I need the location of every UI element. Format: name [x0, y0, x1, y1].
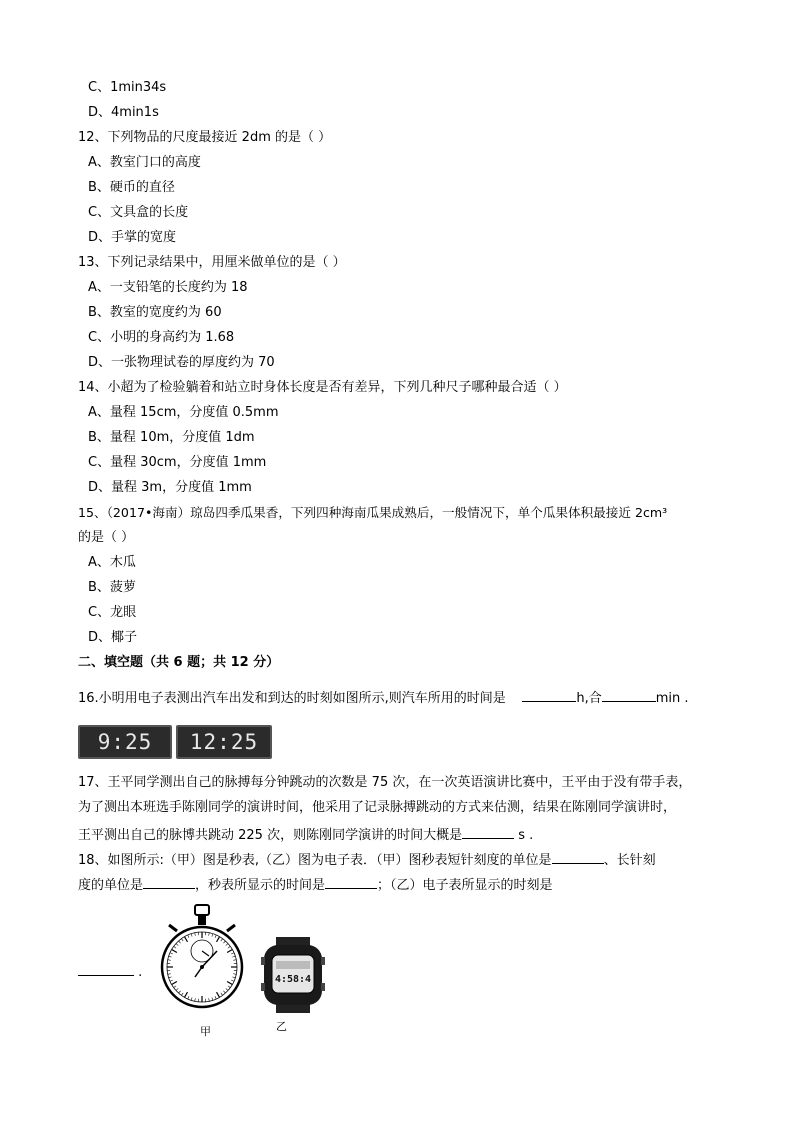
q17-unit-s: s . — [518, 828, 534, 843]
q18-blank-watch-time[interactable] — [78, 961, 134, 976]
q13-option-c: C、小明的身高约为 1.68 — [88, 330, 235, 345]
q16-stem — [78, 687, 689, 708]
q15-stem-continued: 的是（ ） — [78, 530, 135, 545]
q18-text-5: ；（乙）电子表所显示的时刻是 — [377, 878, 553, 893]
q17-blank-seconds[interactable] — [462, 824, 514, 839]
section-heading-fill-in: 二、填空题（共 6 题；共 12 分） — [78, 655, 280, 670]
q12-stem: 12、下列物品的尺度最接近 2dm 的是（ ） — [78, 130, 332, 145]
q16-unit-min: min . — [655, 691, 689, 706]
q13-option-d: D、一张物理试卷的厚度约为 70 — [88, 355, 275, 370]
q12-option-b: B、硬币的直径 — [88, 180, 175, 195]
q18-text-4: ，秒表所显示的时间是 — [195, 878, 326, 893]
q17-line-1: 17、王平同学测出自己的脉搏每分钟跳动的次数是 75 次，在一次英语演讲比赛中，王平由于没有带手表， — [78, 775, 692, 790]
watch-time-text: 4:58:4 — [274, 974, 312, 985]
q17-text: 王平测出自己的脉博共跳动 225 次，则陈刚同学演讲的时间大概是 — [78, 828, 463, 843]
q18-line-3 — [78, 961, 142, 982]
q16-blank-minutes[interactable] — [602, 687, 656, 702]
label-yi: 乙 — [276, 1020, 287, 1033]
q18-period: . — [138, 965, 143, 980]
q12-option-c: C、文具盒的长度 — [88, 205, 189, 220]
q15-stem: 15、（2017•海南）琼岛四季瓜果香，下列四种海南瓜果成熟后，一般情况下，单个瓜果体积最接近 2cm³ — [78, 505, 668, 520]
clock-start-display: 9:25 — [78, 725, 172, 759]
q12-option-a: A、教室门口的高度 — [88, 155, 201, 170]
q13-option-b: B、教室的宽度约为 60 — [88, 305, 222, 320]
q18-text-3: 度的单位是 — [78, 878, 144, 893]
q14-option-c: C、量程 30cm，分度值 1mm — [88, 455, 267, 470]
q17-line-2: 为了测出本班选手陈刚同学的演讲时间，他采用了记录脉搏跳动的方式来估测，结果在陈刚同学演讲时， — [78, 800, 677, 815]
q15-option-c: C、龙眼 — [88, 605, 137, 620]
digital-watch-figure — [260, 937, 326, 1013]
q17-line-3 — [78, 824, 533, 845]
q11-option-c: C、1min34s — [88, 80, 167, 95]
q14-stem: 14、小超为了检验躺着和站立时身体长度是否有差异，下列几种尺子哪种最合适（ ） — [78, 380, 567, 395]
q18-blank-short-hand-unit[interactable] — [552, 849, 604, 864]
q16-unit-h: h,合 — [576, 691, 602, 706]
q14-option-b: B、量程 10m，分度值 1dm — [88, 430, 255, 445]
q18-blank-stopwatch-time[interactable] — [325, 874, 377, 889]
q12-option-d: D、手掌的宽度 — [88, 230, 177, 245]
q15-option-d: D、椰子 — [88, 630, 138, 645]
q18-text-1: 18、如图所示:（甲）图是秒表,（乙）图为电子表．（甲）图秒表短针刻度的单位是 — [78, 853, 552, 868]
q15-option-a: A、木瓜 — [88, 555, 136, 570]
q13-option-a: A、一支铅笔的长度约为 18 — [88, 280, 248, 295]
q15-option-b: B、菠萝 — [88, 580, 136, 595]
q18-line-2 — [78, 874, 553, 895]
q18-line-1 — [78, 849, 656, 870]
q13-stem: 13、下列记录结果中，用厘米做单位的是（ ） — [78, 255, 346, 270]
label-jia: 甲 — [200, 1025, 211, 1038]
q14-option-d: D、量程 3m，分度值 1mm — [88, 480, 252, 495]
q14-option-a: A、量程 15cm，分度值 0.5mm — [88, 405, 279, 420]
q18-text-2: 、长针刻 — [603, 853, 656, 868]
q18-blank-long-hand-unit[interactable] — [143, 874, 195, 889]
q11-option-d: D、4min1s — [88, 105, 159, 120]
q16-blank-hours[interactable] — [522, 687, 576, 702]
stopwatch-figure — [157, 903, 247, 1023]
q16-text: 16.小明用电子表测出汽车出发和到达的时刻如图所示,则汽车所用的时间是 — [78, 691, 506, 706]
clock-end-display: 12:25 — [176, 725, 272, 759]
